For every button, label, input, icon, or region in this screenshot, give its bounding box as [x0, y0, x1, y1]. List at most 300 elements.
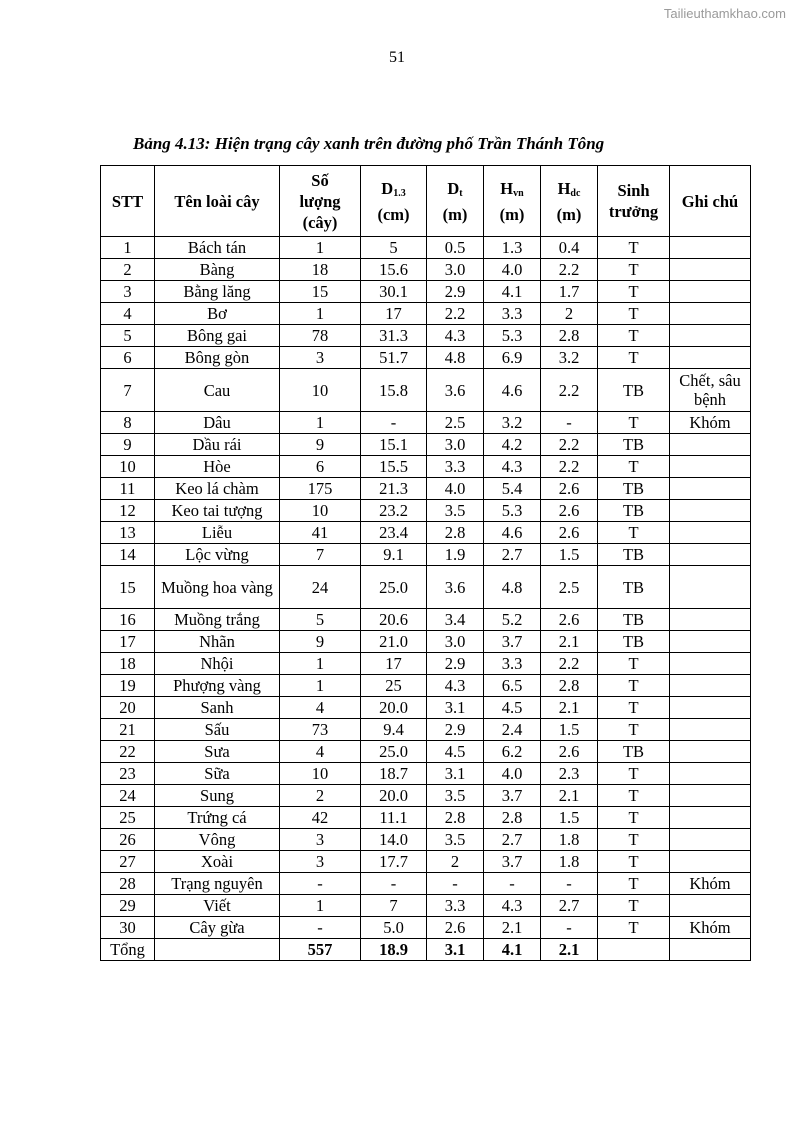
table-row	[101, 347, 751, 369]
cell-growth: TB	[598, 478, 670, 500]
cell-hdc: -	[541, 917, 598, 939]
cell-growth: T	[598, 807, 670, 829]
cell-count: 4	[280, 697, 361, 719]
cell-stt: 16	[101, 609, 155, 631]
cell-note	[670, 456, 751, 478]
cell-hdc: 1.8	[541, 851, 598, 873]
cell-count: 2	[280, 785, 361, 807]
cell-d13: 17	[361, 303, 427, 325]
cell-count: 1	[280, 675, 361, 697]
cell-d13: 15.6	[361, 259, 427, 281]
table-row	[101, 325, 751, 347]
cell-hdc: 1.8	[541, 829, 598, 851]
cell-hvn: 4.8	[484, 566, 541, 609]
cell-d13: 30.1	[361, 281, 427, 303]
cell-dt: 2.5	[427, 412, 484, 434]
cell-hvn: 4.0	[484, 259, 541, 281]
cell-hdc: -	[541, 412, 598, 434]
cell-count: 18	[280, 259, 361, 281]
cell-dt: 3.3	[427, 895, 484, 917]
cell-dt: 2.2	[427, 303, 484, 325]
table-row	[101, 829, 751, 851]
cell-d13: 7	[361, 895, 427, 917]
cell-growth: T	[598, 785, 670, 807]
cell-count: 73	[280, 719, 361, 741]
cell-dt: 2.9	[427, 719, 484, 741]
cell-dt: 4.3	[427, 675, 484, 697]
cell-note	[670, 544, 751, 566]
cell-dt: 3.5	[427, 785, 484, 807]
cell-dt: 3.6	[427, 369, 484, 412]
cell-name: Hòe	[155, 456, 280, 478]
cell-dt: 4.5	[427, 741, 484, 763]
cell-hvn: 6.9	[484, 347, 541, 369]
cell-hvn: 3.2	[484, 412, 541, 434]
cell-count: 78	[280, 325, 361, 347]
table-row	[101, 873, 751, 895]
cell-d13: 25.0	[361, 741, 427, 763]
cell-growth: T	[598, 456, 670, 478]
table-row	[101, 369, 751, 412]
cell-hdc: 1.5	[541, 719, 598, 741]
cell-hdc: 2.2	[541, 434, 598, 456]
cell-growth: T	[598, 697, 670, 719]
header-stt: STT	[101, 166, 155, 237]
total-hvn: 4.1	[484, 939, 541, 961]
cell-dt: 2.8	[427, 522, 484, 544]
cell-d13: 9.4	[361, 719, 427, 741]
cell-d13: 23.2	[361, 500, 427, 522]
cell-dt: 2.8	[427, 807, 484, 829]
cell-stt: 26	[101, 829, 155, 851]
total-hdc: 2.1	[541, 939, 598, 961]
cell-stt: 12	[101, 500, 155, 522]
cell-stt: 4	[101, 303, 155, 325]
cell-hdc: 2.2	[541, 456, 598, 478]
cell-dt: -	[427, 873, 484, 895]
cell-hdc: 2.1	[541, 785, 598, 807]
table-row	[101, 609, 751, 631]
cell-hvn: 1.3	[484, 237, 541, 259]
table-row	[101, 741, 751, 763]
cell-count: 15	[280, 281, 361, 303]
cell-hdc: 2.6	[541, 478, 598, 500]
cell-name: Xoài	[155, 851, 280, 873]
header-d13: $D_{1.3}$ (cm)	[361, 166, 427, 237]
table-row	[101, 697, 751, 719]
cell-dt: 3.3	[427, 456, 484, 478]
cell-growth: T	[598, 281, 670, 303]
cell-stt: 24	[101, 785, 155, 807]
cell-note	[670, 281, 751, 303]
table-row	[101, 675, 751, 697]
cell-stt: 9	[101, 434, 155, 456]
header-count: Số lượng (cây)	[280, 166, 361, 237]
cell-stt: 10	[101, 456, 155, 478]
cell-count: 9	[280, 631, 361, 653]
cell-name: Nhội	[155, 653, 280, 675]
cell-note: Khóm	[670, 412, 751, 434]
cell-note	[670, 741, 751, 763]
cell-hvn: 3.3	[484, 653, 541, 675]
cell-d13: 20.0	[361, 697, 427, 719]
cell-hdc: 2.6	[541, 500, 598, 522]
cell-note: Chết, sâu bệnh	[670, 369, 751, 412]
cell-name: Sấu	[155, 719, 280, 741]
cell-note	[670, 434, 751, 456]
cell-growth: TB	[598, 566, 670, 609]
cell-name: Trứng cá	[155, 807, 280, 829]
cell-stt: 11	[101, 478, 155, 500]
cell-growth: T	[598, 347, 670, 369]
cell-d13: 15.1	[361, 434, 427, 456]
cell-note	[670, 807, 751, 829]
cell-hdc: 2.2	[541, 653, 598, 675]
cell-dt: 0.5	[427, 237, 484, 259]
cell-count: 41	[280, 522, 361, 544]
cell-stt: 28	[101, 873, 155, 895]
cell-growth: TB	[598, 500, 670, 522]
table-row	[101, 434, 751, 456]
cell-note	[670, 851, 751, 873]
table-row	[101, 653, 751, 675]
total-row	[101, 939, 751, 961]
cell-note	[670, 522, 751, 544]
cell-hdc: 2.8	[541, 325, 598, 347]
cell-growth: T	[598, 851, 670, 873]
cell-name: Vông	[155, 829, 280, 851]
cell-name: Sưa	[155, 741, 280, 763]
cell-dt: 3.4	[427, 609, 484, 631]
cell-note	[670, 895, 751, 917]
cell-count: 10	[280, 500, 361, 522]
table-row	[101, 785, 751, 807]
cell-growth: T	[598, 325, 670, 347]
cell-growth: T	[598, 237, 670, 259]
cell-d13: 11.1	[361, 807, 427, 829]
cell-growth: T	[598, 873, 670, 895]
table-row	[101, 303, 751, 325]
cell-hvn: 2.8	[484, 807, 541, 829]
cell-count: -	[280, 917, 361, 939]
cell-hdc: 1.5	[541, 544, 598, 566]
cell-note	[670, 566, 751, 609]
cell-stt: 13	[101, 522, 155, 544]
total-count: 557	[280, 939, 361, 961]
total-name	[155, 939, 280, 961]
cell-d13: 20.6	[361, 609, 427, 631]
cell-hdc: 2.2	[541, 369, 598, 412]
cell-note: Khóm	[670, 917, 751, 939]
cell-d13: -	[361, 412, 427, 434]
cell-note	[670, 237, 751, 259]
cell-hvn: 6.2	[484, 741, 541, 763]
cell-growth: T	[598, 675, 670, 697]
cell-growth: T	[598, 303, 670, 325]
header-dt: $D_t$ (m)	[427, 166, 484, 237]
cell-name: Phượng vàng	[155, 675, 280, 697]
cell-hvn: 3.7	[484, 785, 541, 807]
total-dt: 3.1	[427, 939, 484, 961]
cell-note	[670, 631, 751, 653]
cell-note	[670, 697, 751, 719]
table-row	[101, 259, 751, 281]
cell-hvn: 4.6	[484, 522, 541, 544]
cell-note	[670, 303, 751, 325]
cell-name: Sữa	[155, 763, 280, 785]
cell-d13: 5.0	[361, 917, 427, 939]
cell-note	[670, 325, 751, 347]
cell-growth: TB	[598, 434, 670, 456]
cell-name: Cây gừa	[155, 917, 280, 939]
cell-name: Muồng trắng	[155, 609, 280, 631]
cell-hdc: 2.1	[541, 631, 598, 653]
cell-d13: 51.7	[361, 347, 427, 369]
cell-dt: 3.6	[427, 566, 484, 609]
cell-hdc: -	[541, 873, 598, 895]
cell-growth: T	[598, 412, 670, 434]
table-row	[101, 631, 751, 653]
cell-stt: 29	[101, 895, 155, 917]
table-caption: Bảng 4.13: Hiện trạng cây xanh trên đường phố Trần Thánh Tông	[133, 134, 605, 153]
cell-stt: 8	[101, 412, 155, 434]
table-row	[101, 412, 751, 434]
cell-growth: T	[598, 259, 670, 281]
cell-dt: 3.5	[427, 500, 484, 522]
cell-hdc: 1.7	[541, 281, 598, 303]
cell-hdc: 2.2	[541, 259, 598, 281]
cell-hdc: 0.4	[541, 237, 598, 259]
cell-name: Bơ	[155, 303, 280, 325]
cell-name: Lộc vừng	[155, 544, 280, 566]
cell-dt: 2.9	[427, 281, 484, 303]
cell-dt: 3.1	[427, 763, 484, 785]
table-row	[101, 917, 751, 939]
cell-dt: 3.1	[427, 697, 484, 719]
cell-count: 175	[280, 478, 361, 500]
cell-d13: 21.3	[361, 478, 427, 500]
cell-count: 24	[280, 566, 361, 609]
cell-stt: 6	[101, 347, 155, 369]
cell-count: 3	[280, 347, 361, 369]
cell-growth: T	[598, 829, 670, 851]
cell-name: Liễu	[155, 522, 280, 544]
header-row	[101, 166, 751, 237]
cell-stt: 17	[101, 631, 155, 653]
cell-hvn: 4.2	[484, 434, 541, 456]
cell-stt: 30	[101, 917, 155, 939]
cell-count: 1	[280, 412, 361, 434]
table-row	[101, 763, 751, 785]
cell-hvn: 4.3	[484, 456, 541, 478]
cell-name: Dầu rái	[155, 434, 280, 456]
cell-hvn: 4.3	[484, 895, 541, 917]
table-row	[101, 895, 751, 917]
cell-count: 4	[280, 741, 361, 763]
cell-name: Nhãn	[155, 631, 280, 653]
cell-dt: 1.9	[427, 544, 484, 566]
tree-table	[100, 165, 751, 961]
cell-stt: 23	[101, 763, 155, 785]
cell-note	[670, 675, 751, 697]
page-number: 51	[389, 49, 405, 66]
cell-hvn: 2.7	[484, 829, 541, 851]
cell-note	[670, 500, 751, 522]
cell-growth: T	[598, 522, 670, 544]
cell-growth: TB	[598, 544, 670, 566]
cell-hvn: -	[484, 873, 541, 895]
cell-dt: 3.0	[427, 434, 484, 456]
cell-hvn: 4.5	[484, 697, 541, 719]
cell-stt: 5	[101, 325, 155, 347]
cell-d13: 17.7	[361, 851, 427, 873]
header-name: Tên loài cây	[155, 166, 280, 237]
table-row	[101, 544, 751, 566]
cell-hdc: 2.6	[541, 609, 598, 631]
total-note	[670, 939, 751, 961]
cell-growth: T	[598, 763, 670, 785]
cell-stt: 21	[101, 719, 155, 741]
cell-growth: T	[598, 719, 670, 741]
cell-name: Cau	[155, 369, 280, 412]
cell-stt: 25	[101, 807, 155, 829]
cell-hvn: 4.1	[484, 281, 541, 303]
header-hvn: $H_{vn}$ (m)	[484, 166, 541, 237]
cell-stt: 15	[101, 566, 155, 609]
cell-note	[670, 763, 751, 785]
cell-d13: 31.3	[361, 325, 427, 347]
cell-hdc: 2.8	[541, 675, 598, 697]
cell-count: 5	[280, 609, 361, 631]
cell-stt: 7	[101, 369, 155, 412]
cell-count: 42	[280, 807, 361, 829]
cell-stt: 3	[101, 281, 155, 303]
watermark: Tailieuthamkhao.com	[663, 6, 786, 21]
table-row	[101, 500, 751, 522]
cell-hvn: 4.0	[484, 763, 541, 785]
cell-count: 3	[280, 851, 361, 873]
cell-dt: 3.5	[427, 829, 484, 851]
table-row	[101, 566, 751, 609]
cell-name: Viết	[155, 895, 280, 917]
cell-stt: 1	[101, 237, 155, 259]
cell-name: Sung	[155, 785, 280, 807]
cell-hvn: 5.2	[484, 609, 541, 631]
cell-growth: T	[598, 917, 670, 939]
cell-name: Keo tai tượng	[155, 500, 280, 522]
cell-d13: 15.5	[361, 456, 427, 478]
cell-stt: 18	[101, 653, 155, 675]
cell-hvn: 3.7	[484, 631, 541, 653]
cell-hvn: 5.3	[484, 325, 541, 347]
cell-hvn: 2.4	[484, 719, 541, 741]
cell-d13: 25.0	[361, 566, 427, 609]
cell-growth: TB	[598, 631, 670, 653]
cell-growth: TB	[598, 369, 670, 412]
cell-note	[670, 785, 751, 807]
cell-dt: 2	[427, 851, 484, 873]
table-row	[101, 807, 751, 829]
cell-count: 10	[280, 763, 361, 785]
table-row	[101, 719, 751, 741]
cell-count: 1	[280, 237, 361, 259]
total-label: Tổng	[101, 939, 155, 961]
cell-stt: 2	[101, 259, 155, 281]
table-row	[101, 478, 751, 500]
cell-name: Dâu	[155, 412, 280, 434]
cell-count: 3	[280, 829, 361, 851]
cell-dt: 2.9	[427, 653, 484, 675]
cell-hvn: 2.7	[484, 544, 541, 566]
table-row	[101, 281, 751, 303]
cell-hvn: 3.7	[484, 851, 541, 873]
cell-name: Bàng	[155, 259, 280, 281]
cell-hdc: 2.5	[541, 566, 598, 609]
cell-growth: T	[598, 895, 670, 917]
header-growth: Sinh trưởng	[598, 166, 670, 237]
cell-hdc: 2.6	[541, 522, 598, 544]
cell-count: 6	[280, 456, 361, 478]
cell-hvn: 4.6	[484, 369, 541, 412]
cell-d13: 5	[361, 237, 427, 259]
cell-hdc: 2.6	[541, 741, 598, 763]
cell-note	[670, 259, 751, 281]
cell-stt: 27	[101, 851, 155, 873]
cell-growth: T	[598, 653, 670, 675]
cell-d13: 15.8	[361, 369, 427, 412]
cell-note	[670, 347, 751, 369]
cell-d13: 23.4	[361, 522, 427, 544]
cell-count: 7	[280, 544, 361, 566]
cell-name: Keo lá chàm	[155, 478, 280, 500]
cell-name: Bách tán	[155, 237, 280, 259]
cell-note	[670, 478, 751, 500]
cell-d13: 14.0	[361, 829, 427, 851]
cell-count: 1	[280, 303, 361, 325]
cell-hdc: 1.5	[541, 807, 598, 829]
cell-hdc: 2	[541, 303, 598, 325]
cell-note: Khóm	[670, 873, 751, 895]
cell-count: 9	[280, 434, 361, 456]
cell-d13: 17	[361, 653, 427, 675]
cell-dt: 4.3	[427, 325, 484, 347]
cell-dt: 4.0	[427, 478, 484, 500]
cell-hvn: 3.3	[484, 303, 541, 325]
cell-hvn: 6.5	[484, 675, 541, 697]
cell-stt: 20	[101, 697, 155, 719]
cell-d13: 18.7	[361, 763, 427, 785]
cell-d13: 21.0	[361, 631, 427, 653]
cell-growth: TB	[598, 609, 670, 631]
cell-dt: 3.0	[427, 259, 484, 281]
table-row	[101, 851, 751, 873]
total-growth	[598, 939, 670, 961]
cell-d13: 25	[361, 675, 427, 697]
cell-note	[670, 653, 751, 675]
cell-note	[670, 719, 751, 741]
cell-name: Bông gai	[155, 325, 280, 347]
cell-name: Sanh	[155, 697, 280, 719]
cell-hdc: 3.2	[541, 347, 598, 369]
cell-d13: -	[361, 873, 427, 895]
cell-hvn: 2.1	[484, 917, 541, 939]
total-d13: 18.9	[361, 939, 427, 961]
cell-growth: TB	[598, 741, 670, 763]
cell-name: Muồng hoa vàng	[155, 566, 280, 609]
cell-d13: 20.0	[361, 785, 427, 807]
cell-name: Trạng nguyên	[155, 873, 280, 895]
cell-count: 1	[280, 895, 361, 917]
